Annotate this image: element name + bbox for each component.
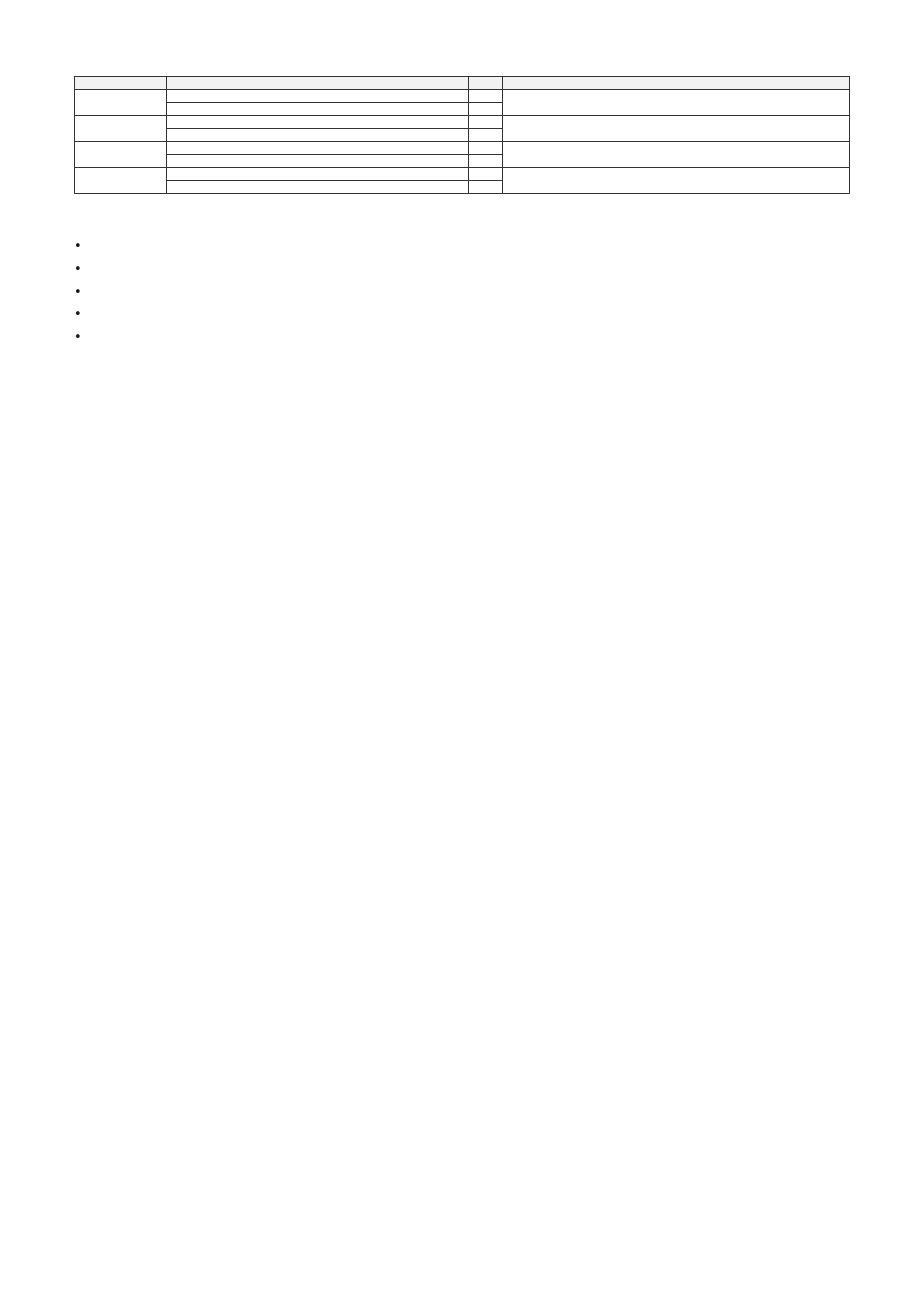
- bullet-icon: •: [74, 239, 82, 254]
- table-row: [75, 142, 850, 155]
- question-cell: [167, 116, 469, 129]
- list-item: [74, 327, 850, 350]
- complaints-section: [74, 390, 850, 442]
- column-header-notes: [503, 77, 850, 90]
- category-cell: [75, 142, 167, 168]
- result-cell: [469, 181, 503, 194]
- evaluation-table: [74, 76, 850, 194]
- bullet-icon: •: [74, 307, 82, 323]
- question-cell: [167, 90, 469, 103]
- complaints-heading: [74, 390, 850, 416]
- column-header-question: [167, 77, 469, 90]
- category-cell: [75, 116, 167, 142]
- question-cell: [167, 142, 469, 155]
- column-header-category: [75, 77, 167, 90]
- result-cell: [469, 142, 503, 155]
- list-item: [74, 304, 850, 327]
- result-cell: [469, 90, 503, 103]
- notes-cell: [503, 90, 850, 116]
- result-cell: [469, 168, 503, 181]
- table-header-row: [75, 77, 850, 90]
- table-row: [75, 116, 850, 129]
- column-header-result: [469, 77, 503, 90]
- question-cell: [167, 155, 469, 168]
- result-cell: [469, 129, 503, 142]
- question-cell: [167, 103, 469, 116]
- conduct-explain-line: [74, 350, 850, 376]
- document-title: [74, 32, 850, 58]
- complaints-explain-line: [74, 416, 850, 442]
- category-cell: [75, 90, 167, 116]
- bullet-icon: •: [74, 330, 82, 345]
- notes-cell: [503, 116, 850, 142]
- notes-cell: [503, 168, 850, 194]
- question-cell: [167, 181, 469, 194]
- table-row: [75, 168, 850, 181]
- category-cell: [75, 168, 167, 194]
- table-row: [75, 90, 850, 103]
- conduct-section: [74, 208, 850, 376]
- question-cell: [167, 168, 469, 181]
- conduct-heading: [74, 208, 850, 230]
- result-cell: [469, 155, 503, 168]
- list-item: [74, 236, 850, 259]
- result-cell: [469, 103, 503, 116]
- result-cell: [469, 116, 503, 129]
- bullet-icon: •: [74, 261, 82, 277]
- notes-cell: [503, 142, 850, 168]
- bullet-icon: •: [74, 284, 82, 300]
- question-cell: [167, 129, 469, 142]
- list-item: [74, 259, 850, 282]
- list-item: [74, 282, 850, 305]
- conduct-list: [74, 236, 850, 350]
